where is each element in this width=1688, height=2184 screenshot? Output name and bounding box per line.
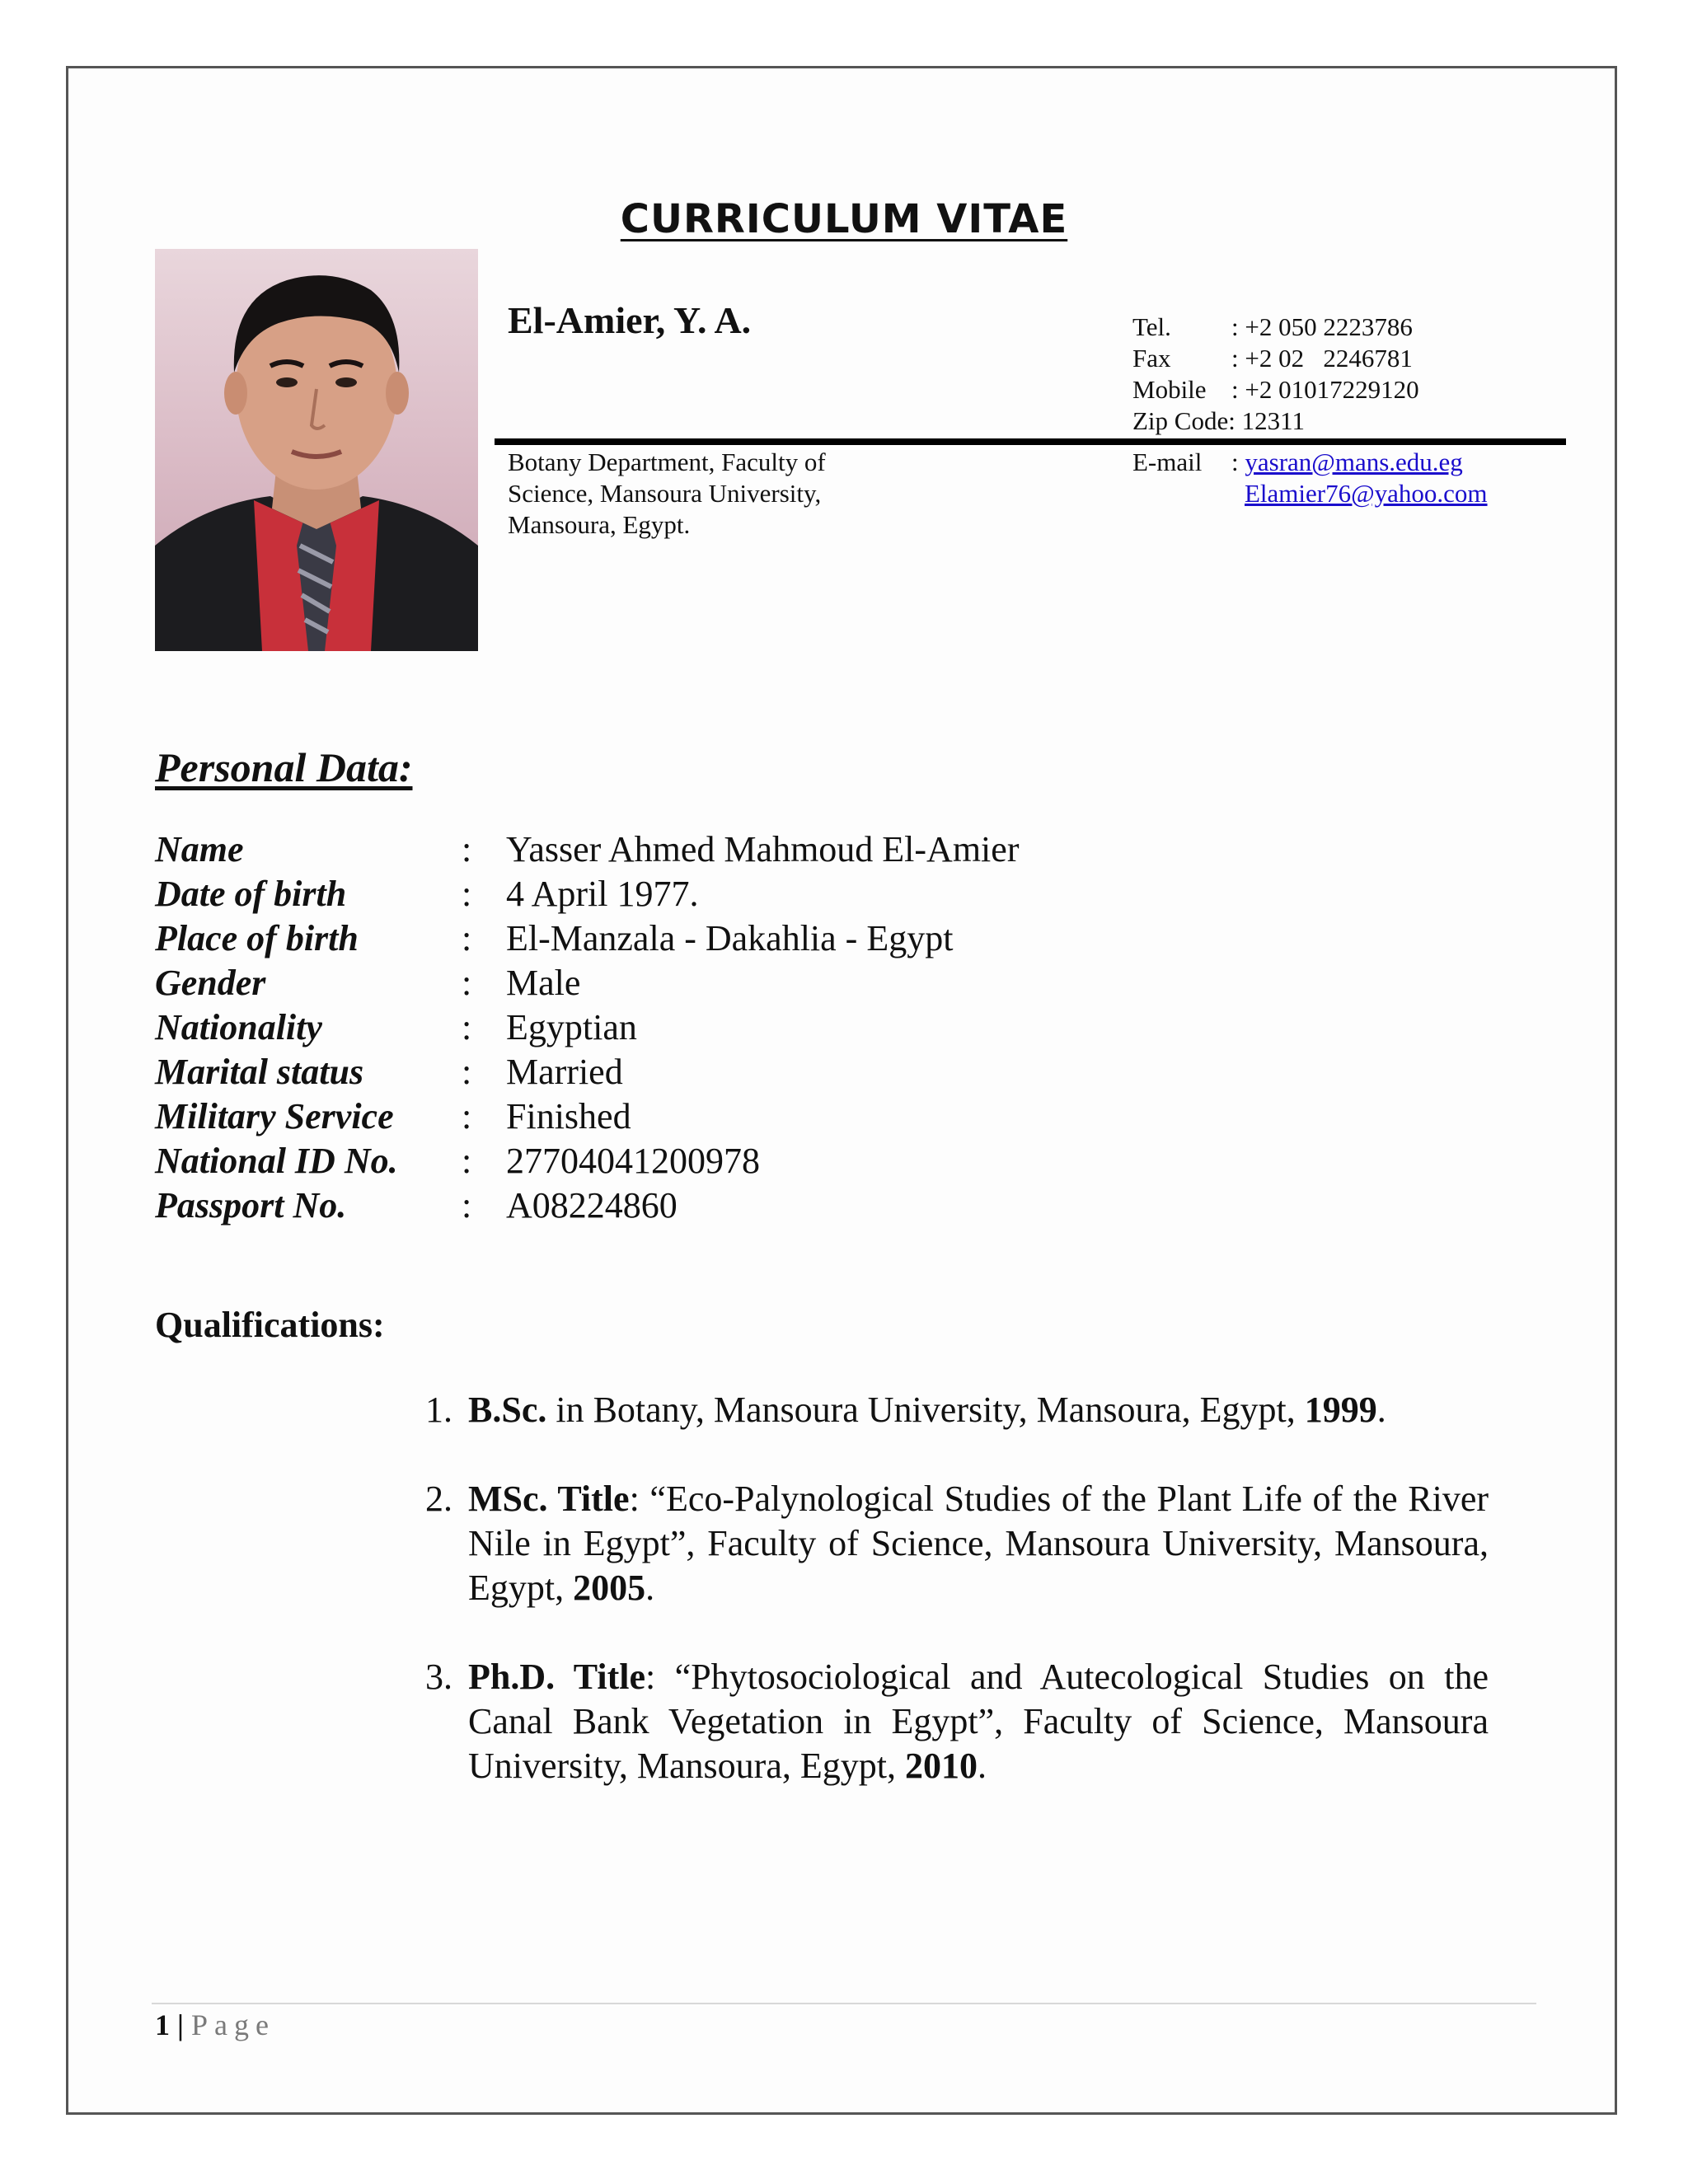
field-value: El-Manzala - Dakahlia - Egypt xyxy=(506,918,954,958)
contact-label: Fax xyxy=(1132,344,1171,373)
punctuation: . xyxy=(1376,1390,1386,1430)
table-row xyxy=(155,916,1019,961)
contact-value: : +2 02 2246781 xyxy=(1231,344,1413,373)
colon: : xyxy=(462,1185,472,1226)
colon: : xyxy=(462,1052,472,1092)
contact-label: Mobile xyxy=(1132,375,1207,404)
field-label: Date of birth xyxy=(155,874,347,914)
field-label: National ID No. xyxy=(155,1141,398,1181)
field-value: Yasser Ahmed Mahmoud El-Amier xyxy=(506,829,1020,869)
colon: : xyxy=(462,918,472,958)
degree-description: in Botany, Mansoura University, Mansoura, Egypt, xyxy=(546,1390,1305,1430)
degree-label: MSc. Title xyxy=(468,1479,630,1519)
list-text xyxy=(468,1388,1489,1432)
degree-description: : “Eco-Palynological Studies of the Plant Life of the River Nile in Egypt”, Faculty of Science, Mansoura University, Mansoura, Egypt, xyxy=(468,1479,1489,1608)
contact-fax xyxy=(1132,343,1419,374)
table-row xyxy=(155,872,1019,916)
table-row xyxy=(155,1005,1019,1050)
colon: : xyxy=(462,1096,472,1137)
email-separator: : xyxy=(1231,448,1239,476)
address-line: Mansoura, Egypt. xyxy=(508,510,691,539)
list-item xyxy=(425,1477,1489,1610)
colon: : xyxy=(462,1141,472,1181)
table-row xyxy=(155,1139,1019,1183)
email-label: E-mail xyxy=(1132,448,1203,476)
field-value: Finished xyxy=(506,1096,631,1137)
header-divider xyxy=(495,438,1566,445)
list-text xyxy=(468,1655,1489,1788)
email-link-primary[interactable]: yasran@mans.edu.eg xyxy=(1245,448,1463,476)
email-link-secondary[interactable]: Elamier76@yahoo.com xyxy=(1245,479,1488,508)
degree-year: 2005 xyxy=(573,1568,646,1608)
personal-data-table xyxy=(155,827,1019,1228)
table-row xyxy=(155,1094,1019,1139)
contact-tel xyxy=(1132,312,1419,343)
contact-mobile xyxy=(1132,374,1419,405)
list-item xyxy=(425,1388,1489,1432)
list-number: 3. xyxy=(425,1657,452,1697)
footer-divider xyxy=(152,2003,1536,2004)
field-value: 27704041200978 xyxy=(506,1141,760,1181)
table-row xyxy=(155,961,1019,1005)
field-value: Egyptian xyxy=(506,1007,637,1047)
field-label: Military Service xyxy=(155,1096,394,1137)
field-label: Marital status xyxy=(155,1052,364,1092)
contact-zip xyxy=(1132,405,1419,437)
table-row xyxy=(155,827,1019,872)
field-label: Place of birth xyxy=(155,918,359,958)
contact-label: Zip Code: xyxy=(1132,406,1236,435)
colon: : xyxy=(462,874,472,914)
candidate-name: El-Amier, Y. A. xyxy=(508,299,752,341)
address-line: Science, Mansoura University, xyxy=(508,479,822,508)
field-label: Passport No. xyxy=(155,1185,347,1226)
punctuation: . xyxy=(645,1568,655,1608)
page-word: Page xyxy=(190,2008,275,2041)
cv-title xyxy=(0,196,1688,242)
degree-label: Ph.D. Title xyxy=(468,1657,645,1697)
qualifications-list xyxy=(425,1388,1489,1833)
degree-description: : “Phytosociological and Autecological Studies on the Canal Bank Vegetation in Egypt”, Faculty of Science, Mansoura University, Mansoura, Egypt, xyxy=(468,1657,1489,1786)
contact-block xyxy=(1132,312,1419,437)
field-value: 4 April 1977. xyxy=(506,874,699,914)
cv-title-text: CURRICULUM VITAE xyxy=(620,196,1068,242)
list-number: 1. xyxy=(425,1390,452,1430)
contact-label: Tel. xyxy=(1132,312,1171,341)
punctuation: . xyxy=(977,1746,987,1786)
field-value: A08224860 xyxy=(506,1185,678,1226)
contact-value: : +2 01017229120 xyxy=(1231,375,1419,404)
address-block xyxy=(508,447,936,541)
field-label: Nationality xyxy=(155,1007,322,1047)
field-value: Married xyxy=(506,1052,623,1092)
contact-value: 12311 xyxy=(1241,406,1305,435)
degree-year: 2010 xyxy=(904,1746,978,1786)
list-text xyxy=(468,1477,1489,1610)
degree-year: 1999 xyxy=(1304,1390,1377,1430)
field-label: Gender xyxy=(155,963,266,1003)
colon: : xyxy=(462,1007,472,1047)
personal-data-heading: Personal Data: xyxy=(155,744,413,790)
list-number: 2. xyxy=(425,1479,452,1519)
footer-separator: | xyxy=(177,2008,184,2041)
list-item xyxy=(425,1655,1489,1788)
qualifications-heading: Qualifications: xyxy=(155,1305,385,1345)
field-value: Male xyxy=(506,963,581,1003)
address-line: Botany Department, Faculty of xyxy=(508,448,826,476)
page-footer xyxy=(155,2008,275,2042)
field-label: Name xyxy=(155,829,244,869)
colon: : xyxy=(462,829,472,869)
colon: : xyxy=(462,963,472,1003)
contact-value: : +2 050 2223786 xyxy=(1231,312,1413,341)
profile-photo xyxy=(155,249,478,651)
page-number: 1 xyxy=(155,2008,170,2041)
table-row xyxy=(155,1050,1019,1094)
table-row xyxy=(155,1183,1019,1228)
degree-label: B.Sc. xyxy=(468,1390,547,1430)
email-block xyxy=(1132,447,1488,509)
